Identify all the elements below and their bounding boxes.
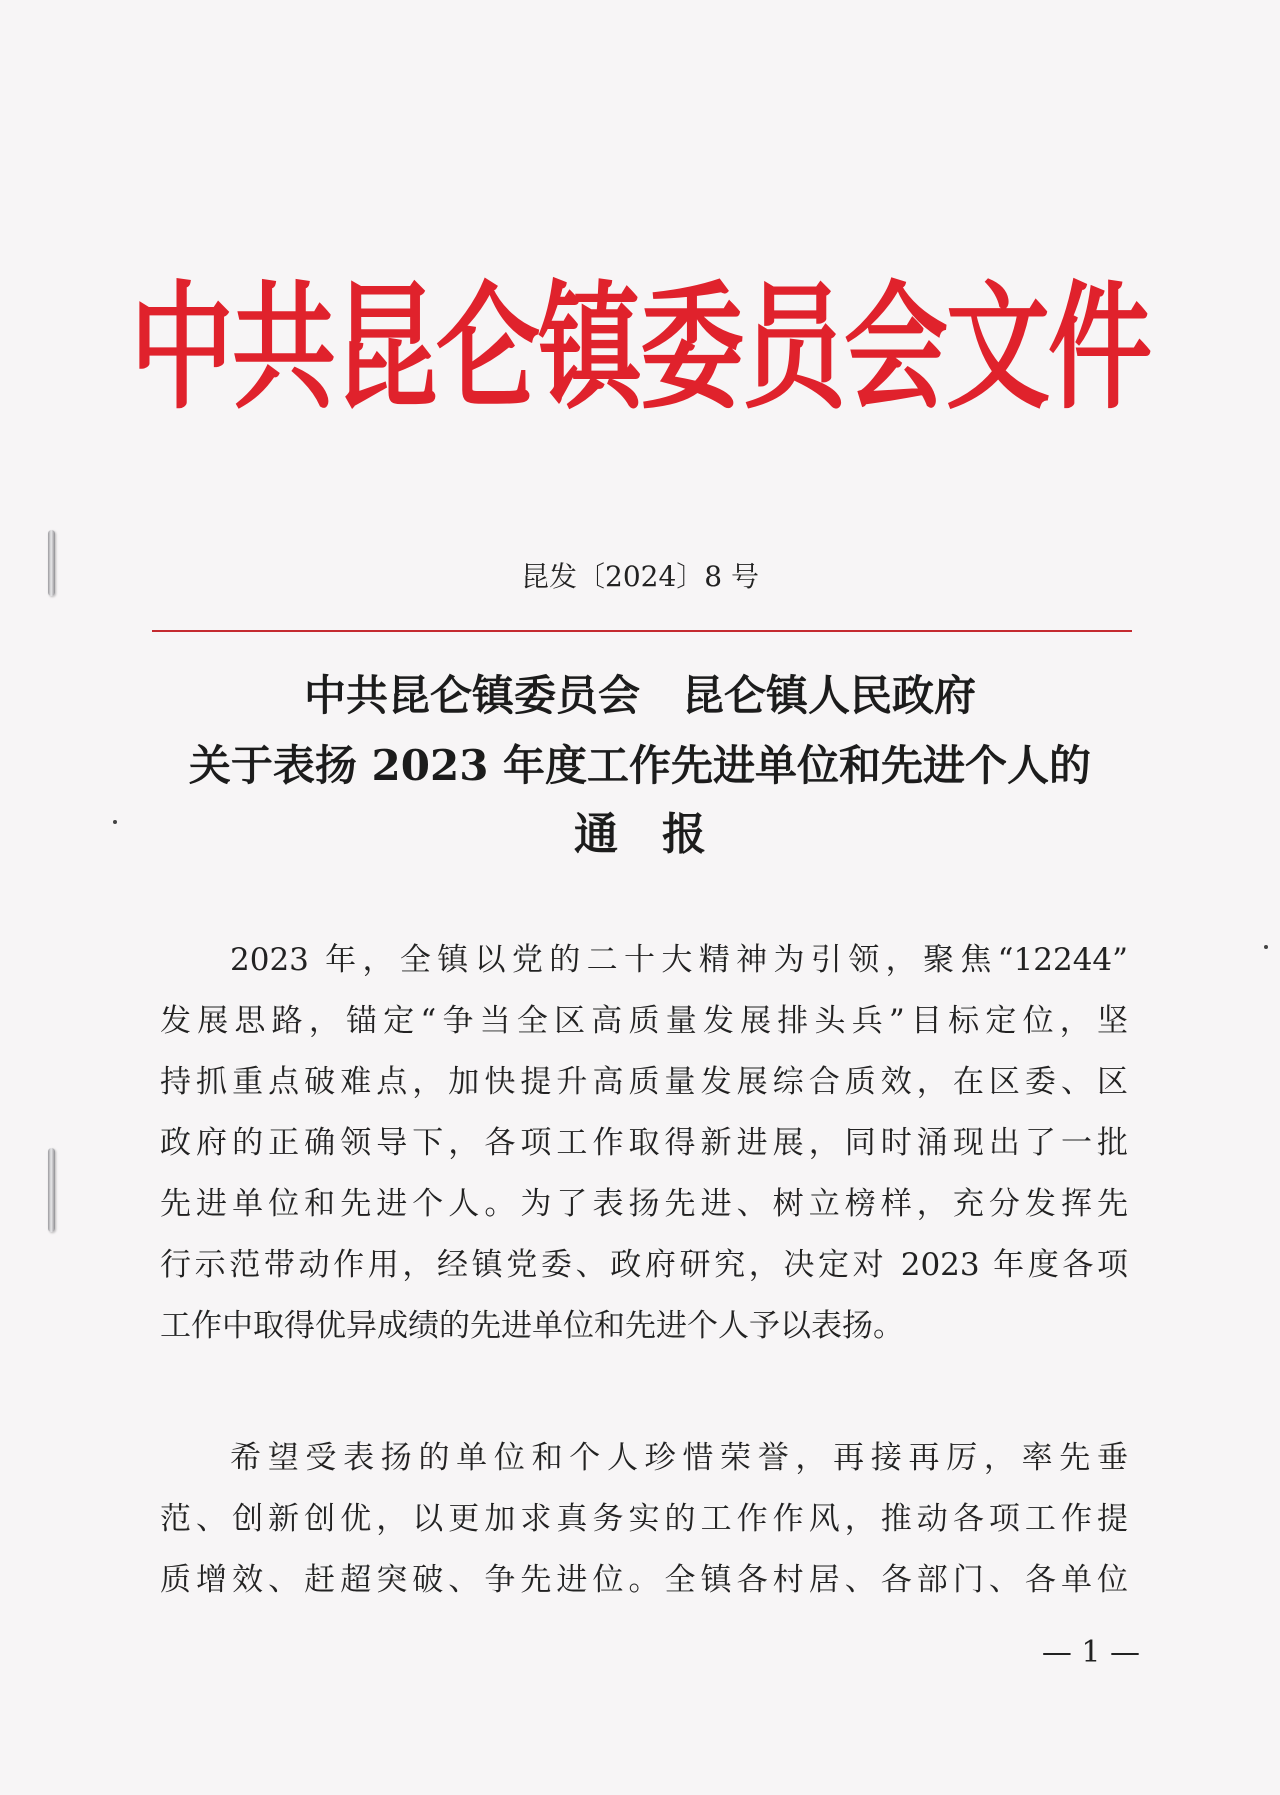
staple-bottom (48, 1148, 55, 1232)
page-number: — 1 — (1041, 1635, 1140, 1670)
document-number: 昆发〔2024〕8 号 (521, 560, 759, 593)
body-line: 工作中取得优异成绩的先进单位和先进个人予以表扬。 (160, 1308, 904, 1344)
body-line: 行示范带动作用，经镇党委、政府研究，决定对 2023 年度各项 (160, 1247, 1128, 1283)
body-line: 先进单位和先进个人。为了表扬先进、树立榜样，充分发挥先 (160, 1186, 1128, 1222)
body-line: 希望受表扬的单位和个人珍惜荣誉，再接再厉，率先垂 (230, 1440, 1128, 1476)
body-line: 2023 年，全镇以党的二十大精神为引领，聚焦“12244” (230, 942, 1128, 978)
body-line: 范、创新创优，以更加求真务实的工作作风，推动各项工作提 (160, 1501, 1128, 1537)
red-divider-rule (152, 630, 1132, 632)
notice-title-line-1: 中共昆仑镇委员会 昆仑镇人民政府 (303, 671, 976, 720)
notice-title-line-3: 通 报 (574, 809, 706, 860)
paper-speck (1264, 945, 1268, 949)
notice-title-line-2: 关于表扬 2023 年度工作先进单位和先进个人的 (188, 741, 1092, 790)
body-line: 发展思路，锚定“争当全区高质量发展排头兵”目标定位，坚 (160, 1003, 1128, 1039)
masthead-title: 中共昆仑镇委员会文件 (129, 267, 1150, 429)
body-line: 质增效、赶超突破、争先进位。全镇各村居、各部门、各单位 (160, 1562, 1128, 1598)
paper-speck (113, 820, 117, 824)
body-line: 政府的正确领导下，各项工作取得新进展，同时涌现出了一批 (160, 1125, 1128, 1161)
body-line: 持抓重点破难点，加快提升高质量发展综合质效，在区委、区 (160, 1064, 1128, 1100)
